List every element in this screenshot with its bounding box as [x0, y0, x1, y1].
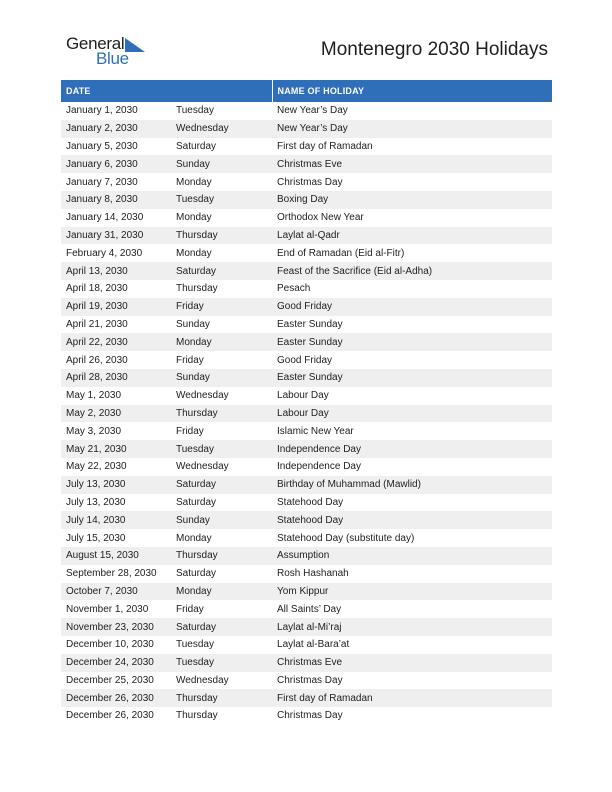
- table-row: [61, 689, 552, 707]
- table-row: [61, 351, 552, 369]
- holiday-date-cell: August 15, 2030: [61, 547, 171, 565]
- holiday-name-cell: First day of Ramadan: [277, 140, 373, 152]
- holiday-weekday-cell: Saturday: [176, 140, 217, 152]
- holiday-date-cell: January 2, 2030: [61, 120, 171, 138]
- holiday-weekday-cell: Wednesday: [176, 674, 229, 686]
- table-row: [61, 547, 552, 565]
- holiday-weekday-cell: Friday: [176, 354, 204, 366]
- table-row: [61, 529, 552, 547]
- table-row: [61, 672, 552, 690]
- table-row: [61, 583, 552, 601]
- table-row: [61, 405, 552, 423]
- holiday-weekday-cell: Thursday: [171, 689, 272, 707]
- holiday-weekday-cell: Sunday: [171, 369, 272, 387]
- table-header-row: [61, 80, 552, 102]
- table-row: [61, 209, 552, 227]
- holiday-weekday-cell: Wednesday: [176, 461, 229, 473]
- holiday-date-cell: April 26, 2030: [66, 354, 128, 366]
- generalblue-logo: [66, 34, 156, 68]
- table-row: [61, 476, 552, 494]
- holiday-weekday-cell: Friday: [171, 298, 272, 316]
- holiday-name-cell: Rosh Hashanah: [277, 568, 349, 580]
- table-row: [61, 565, 552, 583]
- holiday-weekday-cell: Saturday: [171, 476, 272, 494]
- holiday-name-cell: First day of Ramadan: [272, 689, 552, 707]
- holiday-date-cell: April 19, 2030: [61, 298, 171, 316]
- holiday-date-cell: January 7, 2030: [66, 176, 138, 188]
- holiday-weekday-cell: Tuesday: [171, 191, 272, 209]
- holiday-date-cell: April 22, 2030: [61, 333, 171, 351]
- table-row: [61, 333, 552, 351]
- holiday-name-cell: Christmas Day: [277, 176, 343, 188]
- holiday-weekday-cell: Monday: [176, 176, 212, 188]
- holiday-weekday-cell: Monday: [176, 212, 212, 224]
- holiday-weekday-cell: Monday: [171, 333, 272, 351]
- table-body: [61, 102, 552, 725]
- column-header-holiday-name: NAME OF HOLIDAY: [272, 80, 552, 102]
- holiday-weekday-cell: Tuesday: [176, 105, 214, 117]
- holiday-weekday-cell: Sunday: [171, 155, 272, 173]
- holiday-name-cell: Statehood Day (substitute day): [277, 532, 415, 544]
- table-row: [61, 298, 552, 316]
- holiday-weekday-cell: Wednesday: [171, 120, 272, 138]
- holiday-weekday-cell: Saturday: [176, 568, 217, 580]
- holiday-date-cell: July 13, 2030: [66, 496, 126, 508]
- holiday-date-cell: December 26, 2030: [66, 710, 154, 722]
- holiday-name-cell: New Year’s Day: [272, 120, 552, 138]
- table-row: [61, 262, 552, 280]
- table-row: [61, 369, 552, 387]
- holiday-weekday-cell: Monday: [176, 247, 212, 259]
- table-row: [61, 511, 552, 529]
- holiday-date-cell: July 13, 2030: [61, 476, 171, 494]
- table-row: [61, 654, 552, 672]
- holiday-name-cell: Pesach: [277, 283, 311, 295]
- holiday-weekday-cell: Sunday: [171, 511, 272, 529]
- holiday-name-cell: Christmas Eve: [272, 155, 552, 173]
- holiday-name-cell: Labour Day: [277, 390, 329, 402]
- holiday-name-cell: Christmas Eve: [272, 654, 552, 672]
- holiday-weekday-cell: Thursday: [176, 710, 218, 722]
- holiday-weekday-cell: Thursday: [171, 547, 272, 565]
- table-row: [61, 618, 552, 636]
- table-row: [61, 600, 552, 618]
- holiday-date-cell: May 21, 2030: [61, 440, 171, 458]
- table-row: [61, 422, 552, 440]
- holidays-table: [61, 80, 552, 725]
- holiday-weekday-cell: Tuesday: [176, 639, 214, 651]
- holiday-name-cell: Yom Kippur: [272, 583, 552, 601]
- holiday-name-cell: Statehood Day: [272, 511, 552, 529]
- holiday-weekday-cell: Monday: [171, 583, 272, 601]
- holiday-name-cell: Statehood Day: [277, 496, 344, 508]
- table-row: [61, 494, 552, 512]
- table-row: [61, 155, 552, 173]
- holiday-weekday-cell: Tuesday: [171, 654, 272, 672]
- holiday-name-cell: Easter Sunday: [272, 333, 552, 351]
- holiday-date-cell: December 10, 2030: [66, 639, 154, 651]
- table-row: [61, 244, 552, 262]
- holiday-name-cell: Orthodox New Year: [277, 212, 364, 224]
- holiday-weekday-cell: Thursday: [171, 227, 272, 245]
- table-row: [61, 191, 552, 209]
- table-row: [61, 707, 552, 725]
- holiday-date-cell: May 2, 2030: [61, 405, 171, 423]
- holiday-date-cell: January 8, 2030: [61, 191, 171, 209]
- holiday-weekday-cell: Thursday: [171, 405, 272, 423]
- holiday-weekday-cell: Tuesday: [171, 440, 272, 458]
- page-title: Montenegro 2030 Holidays: [320, 39, 548, 60]
- holiday-date-cell: January 6, 2030: [61, 155, 171, 173]
- holiday-name-cell: Good Friday: [272, 298, 552, 316]
- table-row: [61, 102, 552, 120]
- holiday-date-cell: July 14, 2030: [61, 511, 171, 529]
- holiday-name-cell: Laylat al-Qadr: [272, 227, 552, 245]
- holiday-name-cell: Labour Day: [272, 405, 552, 423]
- holiday-date-cell: November 1, 2030: [66, 603, 149, 615]
- holiday-name-cell: Feast of the Sacrifice (Eid al-Adha): [272, 262, 552, 280]
- holiday-date-cell: November 23, 2030: [61, 618, 171, 636]
- holiday-weekday-cell: Saturday: [171, 618, 272, 636]
- holiday-name-cell: End of Ramadan (Eid al-Fitr): [277, 247, 405, 259]
- holiday-name-cell: Easter Sunday: [272, 369, 552, 387]
- table-row: [61, 316, 552, 334]
- logo-text-blue: Blue: [96, 49, 129, 68]
- holiday-name-cell: Easter Sunday: [277, 318, 343, 330]
- holiday-name-cell: Good Friday: [277, 354, 333, 366]
- holiday-weekday-cell: Monday: [176, 532, 212, 544]
- holiday-name-cell: Islamic New Year: [277, 425, 354, 437]
- table-row: [61, 280, 552, 298]
- holiday-date-cell: January 14, 2030: [66, 212, 144, 224]
- holiday-date-cell: February 4, 2030: [66, 247, 143, 259]
- holiday-date-cell: April 21, 2030: [66, 318, 128, 330]
- column-header-date: DATE: [61, 80, 272, 102]
- holiday-weekday-cell: Friday: [176, 603, 204, 615]
- holiday-date-cell: October 7, 2030: [61, 583, 171, 601]
- holiday-weekday-cell: Friday: [176, 425, 204, 437]
- holiday-date-cell: September 28, 2030: [66, 568, 157, 580]
- holiday-name-cell: All Saints’ Day: [277, 603, 342, 615]
- table-row: [61, 173, 552, 191]
- table-row: [61, 387, 552, 405]
- holiday-weekday-cell: Thursday: [176, 283, 218, 295]
- holiday-name-cell: Independence Day: [272, 440, 552, 458]
- holiday-date-cell: May 3, 2030: [66, 425, 122, 437]
- holiday-date-cell: April 13, 2030: [61, 262, 171, 280]
- table-row: [61, 636, 552, 654]
- holiday-name-cell: Boxing Day: [272, 191, 552, 209]
- holiday-date-cell: May 1, 2030: [66, 390, 122, 402]
- holiday-date-cell: January 31, 2030: [61, 227, 171, 245]
- table-row: [61, 120, 552, 138]
- holiday-date-cell: December 24, 2030: [61, 654, 171, 672]
- holiday-weekday-cell: Wednesday: [176, 390, 229, 402]
- holiday-weekday-cell: Saturday: [171, 262, 272, 280]
- holiday-name-cell: Laylat al-Bara’at: [277, 639, 350, 651]
- holiday-name-cell: Christmas Day: [277, 710, 343, 722]
- logo-text-general: General: [66, 34, 125, 53]
- holiday-date-cell: December 25, 2030: [66, 674, 154, 686]
- holiday-name-cell: New Year’s Day: [277, 105, 348, 117]
- holiday-date-cell: July 15, 2030: [66, 532, 126, 544]
- table-row: [61, 138, 552, 156]
- holiday-name-cell: Birthday of Muhammad (Mawlid): [272, 476, 552, 494]
- holiday-name-cell: Independence Day: [277, 461, 361, 473]
- holiday-weekday-cell: Sunday: [176, 318, 210, 330]
- holiday-date-cell: May 22, 2030: [66, 461, 127, 473]
- holiday-weekday-cell: Saturday: [176, 496, 217, 508]
- holiday-name-cell: Assumption: [272, 547, 552, 565]
- holiday-name-cell: Christmas Day: [277, 674, 343, 686]
- holiday-date-cell: January 5, 2030: [66, 140, 138, 152]
- holiday-date-cell: December 26, 2030: [61, 689, 171, 707]
- holiday-date-cell: April 28, 2030: [61, 369, 171, 387]
- table-row: [61, 227, 552, 245]
- holiday-date-cell: January 1, 2030: [66, 105, 138, 117]
- holiday-name-cell: Laylat al-Mi’raj: [272, 618, 552, 636]
- table-row: [61, 458, 552, 476]
- holiday-date-cell: April 18, 2030: [66, 283, 128, 295]
- table-row: [61, 440, 552, 458]
